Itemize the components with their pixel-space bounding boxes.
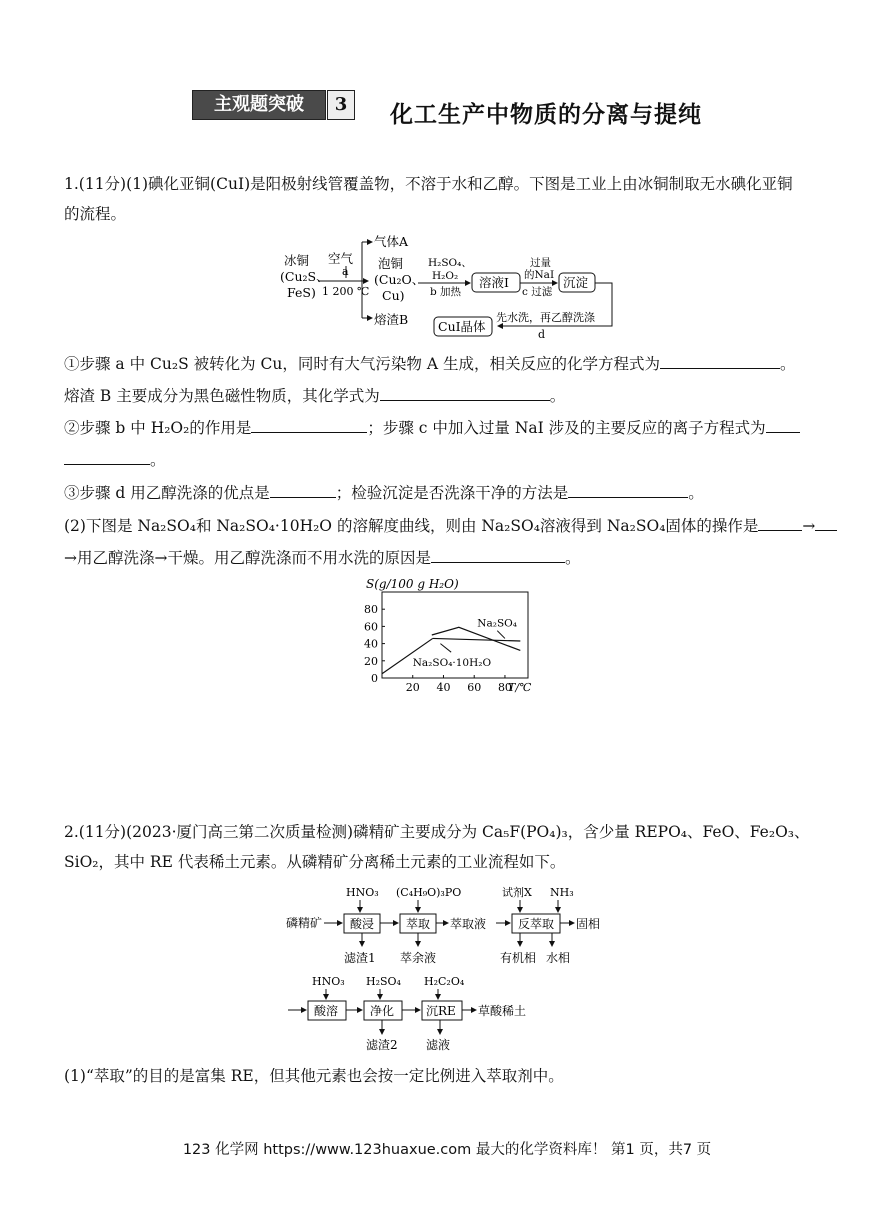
answer-blank[interactable] bbox=[251, 416, 367, 433]
q1-part2a bbox=[64, 514, 837, 536]
flow2-residue1: 滤渣1 bbox=[344, 951, 376, 965]
q1-part2b bbox=[64, 546, 581, 568]
flow2-hno3-2: HNO₃ bbox=[312, 975, 345, 988]
q1-p1b bbox=[64, 384, 565, 406]
answer-blank[interactable] bbox=[758, 514, 802, 531]
flow2-back-extract: 反萃取 bbox=[518, 917, 555, 931]
flow2-ore: 磷精矿 bbox=[286, 916, 323, 930]
q2-flow-diagram bbox=[284, 880, 614, 1058]
period: 。 bbox=[150, 451, 166, 469]
flow-step-a: a bbox=[342, 265, 349, 278]
arrow-icon: → bbox=[802, 517, 816, 535]
q1-intro-line2: 的流程。 bbox=[64, 205, 127, 223]
flow-blister-3: Cu) bbox=[382, 288, 405, 303]
flow-solution: 溶液Ⅰ bbox=[479, 275, 509, 290]
flow2-tbp: (C₄H₉O)₃PO bbox=[396, 886, 462, 899]
x-tick-label: 60 bbox=[467, 681, 482, 694]
flow-step-d: d bbox=[538, 328, 546, 341]
flow2-residue2: 滤渣2 bbox=[366, 1038, 398, 1052]
q2-intro-line1: 2.(11分)(2023·厦门高三第二次质量检测)磷精矿主要成分为 Ca₅F(PO₄)₃，含少量 REPO₄、FeO、Fe₂O₃、 bbox=[64, 823, 810, 841]
q1-flow-diagram bbox=[278, 232, 618, 342]
flow-nai-1: 过量 bbox=[530, 257, 551, 269]
flow-reagent-b1: H₂SO₄、 bbox=[428, 257, 472, 269]
q2-part1: (1)“萃取”的目的是富集 RE，但其他元素也会按一定比例进入萃取剂中。 bbox=[64, 1067, 564, 1085]
flow2-purify: 净化 bbox=[370, 1004, 395, 1018]
answer-blank[interactable] bbox=[568, 481, 688, 498]
flow2-aqueous: 水相 bbox=[546, 951, 571, 965]
q1-part2a-text: (2)下图是 Na₂SO₄和 Na₂SO₄·10H₂O 的溶解度曲线，则由 Na₂SO₄溶液得到 Na₂SO₄固体的操作是 bbox=[64, 517, 759, 535]
answer-blank[interactable] bbox=[660, 352, 780, 369]
flow-gas: 气体A bbox=[374, 234, 409, 249]
flow-precip: 沉淀 bbox=[563, 275, 589, 290]
flow-nai-2: 的NaI bbox=[524, 269, 555, 281]
flow-step-c: c 过滤 bbox=[522, 286, 553, 298]
flow-temp: 1 200 ℃ bbox=[322, 285, 370, 298]
q1-p3b-text: ；检验沉淀是否洗涤干净的方法是 bbox=[335, 484, 569, 502]
period: 。 bbox=[688, 484, 704, 502]
q1-part2b-text: →用乙醇洗涤→干燥。用乙醇洗涤而不用水洗的原因是 bbox=[64, 549, 431, 567]
solubility-chart bbox=[360, 574, 540, 696]
y-tick-label: 40 bbox=[364, 637, 378, 651]
flow2-h2c2o4: H₂C₂O₄ bbox=[424, 975, 465, 988]
x-tick-label: 40 bbox=[436, 681, 451, 694]
flow2-raffinate: 萃余液 bbox=[400, 951, 437, 965]
flow-blister-1: 泡铜 bbox=[378, 256, 404, 271]
flow-blister-2: (Cu₂O、 bbox=[374, 272, 425, 287]
flow-start-1: 冰铜 bbox=[284, 253, 310, 268]
flow2-organic: 有机相 bbox=[500, 951, 537, 965]
period: 。 bbox=[564, 549, 581, 567]
q1-p2b-text: ；步骤 c 中加入过量 NaI 涉及的主要反应的离子方程式为 bbox=[367, 419, 766, 437]
flow2-filtrate: 滤液 bbox=[426, 1038, 451, 1052]
answer-blank[interactable] bbox=[766, 416, 800, 433]
page-footer: 123 化学网 https://www.123huaxue.com 最大的化学资料库！ 第1 页，共7 页 bbox=[182, 1142, 712, 1158]
flow-air: 空气 bbox=[328, 251, 354, 266]
x-tick-label: 20 bbox=[405, 681, 420, 694]
flow2-oxalate: 草酸稀土 bbox=[478, 1004, 527, 1018]
q1-p3 bbox=[64, 481, 704, 503]
y-tick-label: 60 bbox=[364, 620, 378, 634]
flow-step-b: b 加热 bbox=[430, 286, 462, 298]
q1-p1a bbox=[64, 352, 795, 374]
q2-intro-line2: SiO₂，其中 RE 代表稀土元素。从磷精矿分离稀土元素的工业流程如下。 bbox=[64, 853, 566, 871]
flow-wash: 先水洗，再乙醇洗涤 bbox=[496, 311, 595, 324]
flow2-h2so4: H₂SO₄ bbox=[366, 975, 401, 988]
label-pointer bbox=[497, 631, 505, 639]
answer-blank[interactable] bbox=[815, 514, 837, 531]
flow2-extract: 萃取 bbox=[406, 917, 431, 931]
section-badge bbox=[192, 90, 360, 120]
q1-p1b-text: 熔渣 B 主要成分为黑色磁性物质，其化学式为 bbox=[64, 387, 380, 405]
series-label-anhydrous: Na₂SO₄ bbox=[477, 617, 517, 630]
period: 。 bbox=[549, 387, 566, 405]
answer-blank[interactable] bbox=[64, 448, 150, 465]
y-tick-label: 0 bbox=[371, 672, 378, 685]
q1-p2 bbox=[64, 416, 800, 438]
label-pointer bbox=[440, 644, 451, 653]
answer-blank[interactable] bbox=[431, 546, 565, 563]
period: 。 bbox=[779, 355, 796, 373]
page-title: 化工生产中物质的分离与提纯 bbox=[390, 102, 702, 128]
badge-number: 3 bbox=[327, 90, 355, 120]
flow-slag: 熔渣B bbox=[374, 312, 409, 327]
flow2-solid: 固相 bbox=[576, 917, 601, 931]
flow-start-2: (Cu₂S、 bbox=[280, 269, 329, 284]
q1-p2-cont bbox=[64, 448, 166, 470]
y-tick-label: 20 bbox=[364, 654, 378, 668]
series-label-decahydrate: Na₂SO₄·10H₂O bbox=[412, 656, 492, 669]
flow2-nh3: NH₃ bbox=[550, 886, 574, 899]
q1-intro-line1: 1.(11分)(1)碘化亚铜(CuI)是阳极射线管覆盖物，不溶于水和乙醇。下图是工业上由冰铜制取无水碘化亚铜 bbox=[64, 175, 793, 193]
flow2-reagent-x: 试剂X bbox=[502, 886, 532, 899]
x-tick-label: 80 bbox=[497, 681, 512, 694]
flow2-hno3: HNO₃ bbox=[346, 886, 379, 899]
answer-blank[interactable] bbox=[380, 384, 550, 401]
badge-label: 主观题突破 bbox=[192, 90, 326, 120]
flow-product: CuI晶体 bbox=[438, 319, 486, 334]
flow-reagent-b2: H₂O₂ bbox=[432, 270, 459, 282]
flow2-dissolve: 酸溶 bbox=[314, 1004, 339, 1018]
flow-start-3: FeS) bbox=[287, 285, 316, 300]
q1-p3a-text: ③步骤 d 用乙醇洗涤的优点是 bbox=[64, 484, 270, 502]
q1-p2a-text: ②步骤 b 中 H₂O₂的作用是 bbox=[64, 419, 252, 437]
chart-xlabel: T/℃ bbox=[508, 681, 532, 694]
answer-blank[interactable] bbox=[270, 481, 336, 498]
flow2-precip-re: 沉RE bbox=[426, 1004, 456, 1018]
chart-ylabel: S(g/100 g H₂O) bbox=[366, 577, 459, 591]
flow2-leach: 酸浸 bbox=[350, 917, 375, 931]
y-tick-label: 80 bbox=[364, 603, 378, 617]
q1-p1a-text: ①步骤 a 中 Cu₂S 被转化为 Cu，同时有大气污染物 A 生成，相关反应的化学方程式为 bbox=[64, 355, 660, 373]
flow2-extract-liq: 萃取液 bbox=[450, 917, 487, 931]
series-line-extra bbox=[433, 638, 521, 641]
